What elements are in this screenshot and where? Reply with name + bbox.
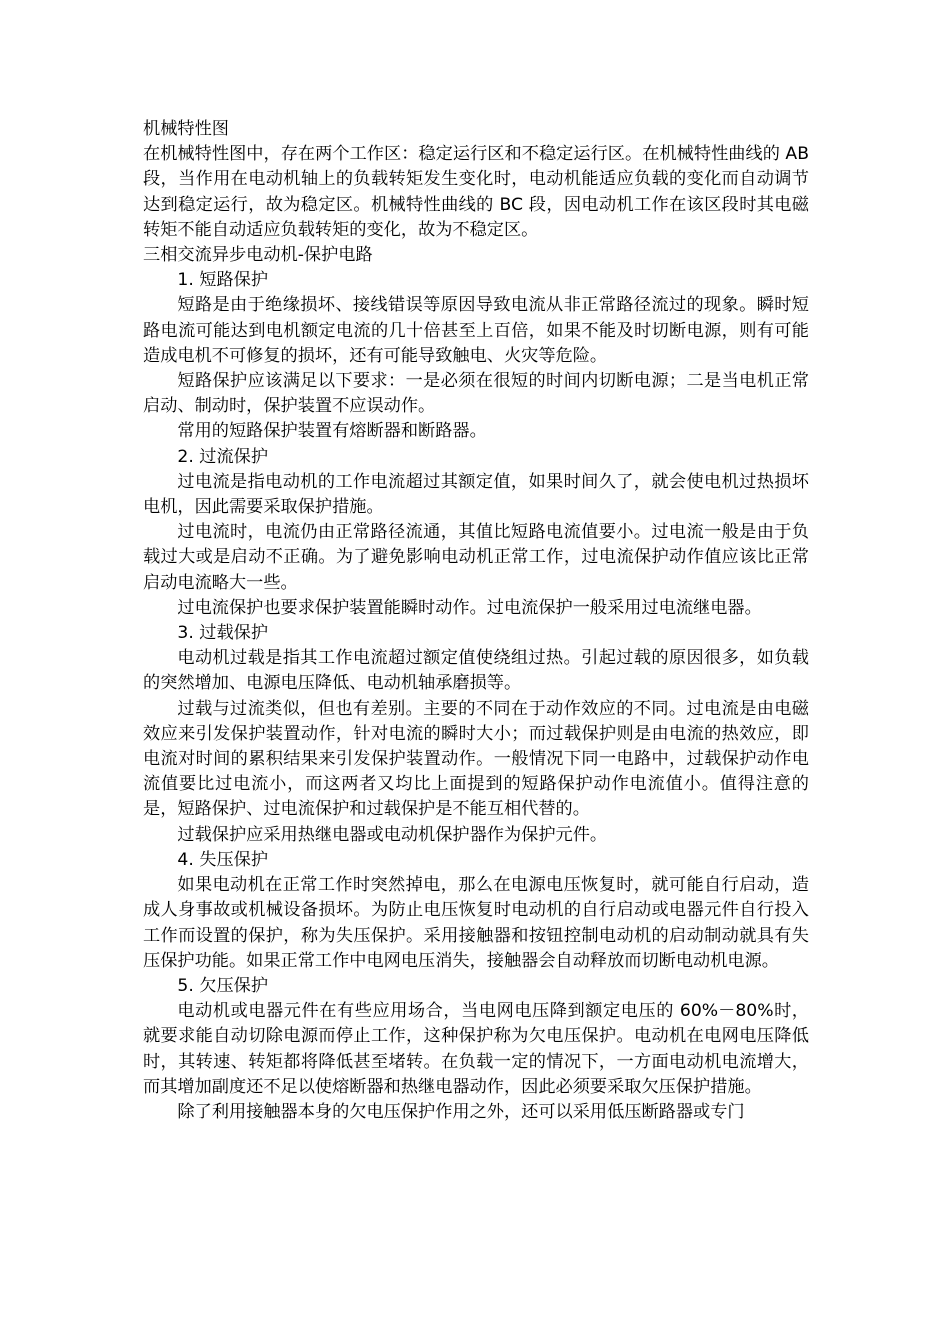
paragraph: 短路是由于绝缘损坏、接线错误等原因导致电流从非正常路径流过的现象。瞬时短路电流可能达到电机额定电流的几十倍甚至上百倍，如果不能及时切断电源，则有可能造成电机不可修复的损坏，还有可能导致触电、火灾等危险。 [143, 295, 809, 366]
paragraph: 过载保护应采用热继电器或电动机保护器作为保护元件。 [177, 824, 608, 845]
paragraph: 电动机过载是指其工作电流超过额定值使绕组过热。引起过载的原因很多，如负载的突然增加、电源电压降低、电动机轴承磨损等。 [143, 648, 809, 694]
heading-protection-circuit: 三相交流异步电动机-保护电路 [143, 245, 373, 266]
paragraph: 常用的短路保护装置有熔断器和断路器。 [177, 421, 487, 442]
heading-mechanical-characteristic: 机械特性图 [143, 119, 229, 139]
section-heading-undervoltage: 5. 欠压保护 [177, 975, 269, 996]
paragraph: 过电流保护也要求保护装置能瞬时动作。过电流保护一般采用过电流继电器。 [177, 597, 762, 618]
paragraph: 过电流时，电流仍由正常路径流通，其值比短路电流值要小。过电流一般是由于负载过大或是启动不正确。为了避免影响电动机正常工作，过电流保护动作值应该比正常启动电流略大一些。 [143, 522, 809, 593]
paragraph: 如果电动机在正常工作时突然掉电，那么在电源电压恢复时，就可能自行启动，造成人身事故或机械设备损坏。为防止电压恢复时电动机的自行启动或电器元件自行投入工作而设置的保护，称为失压保护。采用接触器和按钮控制电动机的启动制动就具有失压保护功能。如果正常工作中电网电压消失，接触器会自动释放而切断电动机电源。 [143, 875, 809, 971]
paragraph: 电动机或电器元件在有些应用场合，当电网电压降到额定电压的 60%－80%时，就要求能自动切除电源而停止工作，这种保护称为欠电压保护。电动机在电网电压降低时，其转速、转矩都将降低甚至堵转。在负载一定的情况下，一方面电动机电流增大，而其增加副度还不足以使熔断器和热继电器动作，因此必须要采取欠压保护措施。 [143, 1001, 809, 1097]
document-body [143, 117, 809, 1125]
section-heading-overload: 3. 过载保护 [177, 623, 269, 644]
section-heading-voltage-loss: 4. 失压保护 [177, 849, 269, 870]
paragraph: 过电流是指电动机的工作电流超过其额定值，如果时间久了，就会使电机过热损坏电机，因此需要采取保护措施。 [143, 471, 809, 518]
paragraph: 除了利用接触器本身的欠电压保护作用之外，还可以采用低压断路器或专门 [177, 1101, 745, 1122]
paragraph: 短路保护应该满足以下要求：一是必须在很短的时间内切断电源；二是当电机正常启动、制动时，保护装置不应误动作。 [143, 371, 809, 417]
paragraph-working-zones: 在机械特性图中，存在两个工作区：稳定运行区和不稳定运行区。在机械特性曲线的 AB 段，当作用在电动机轴上的负载转矩发生变化时，电动机能适应负载的变化而自动调节达到稳定运行，故为稳定区。机械特性曲线的 BC 段，因电动机工作在该区段时其电磁转矩不能自动适应负载转矩的变化，故为不稳定区。 [143, 144, 809, 240]
paragraph: 过载与过流类似，但也有差别。主要的不同在于动作效应的不同。过电流是由电磁效应来引发保护装置动作，针对电流的瞬时大小；而过载保护则是由电流的热效应，即电流对时间的累积结果来引发保护装置动作。一般情况下同一电路中，过载保护动作电流值要比过电流小，而这两者又均比上面提到的短路保护动作电流值小。值得注意的是，短路保护、过电流保护和过载保护是不能互相代替的。 [143, 698, 809, 820]
section-heading-overcurrent: 2. 过流保护 [177, 446, 269, 467]
section-heading-short-circuit: 1. 短路保护 [177, 270, 269, 291]
